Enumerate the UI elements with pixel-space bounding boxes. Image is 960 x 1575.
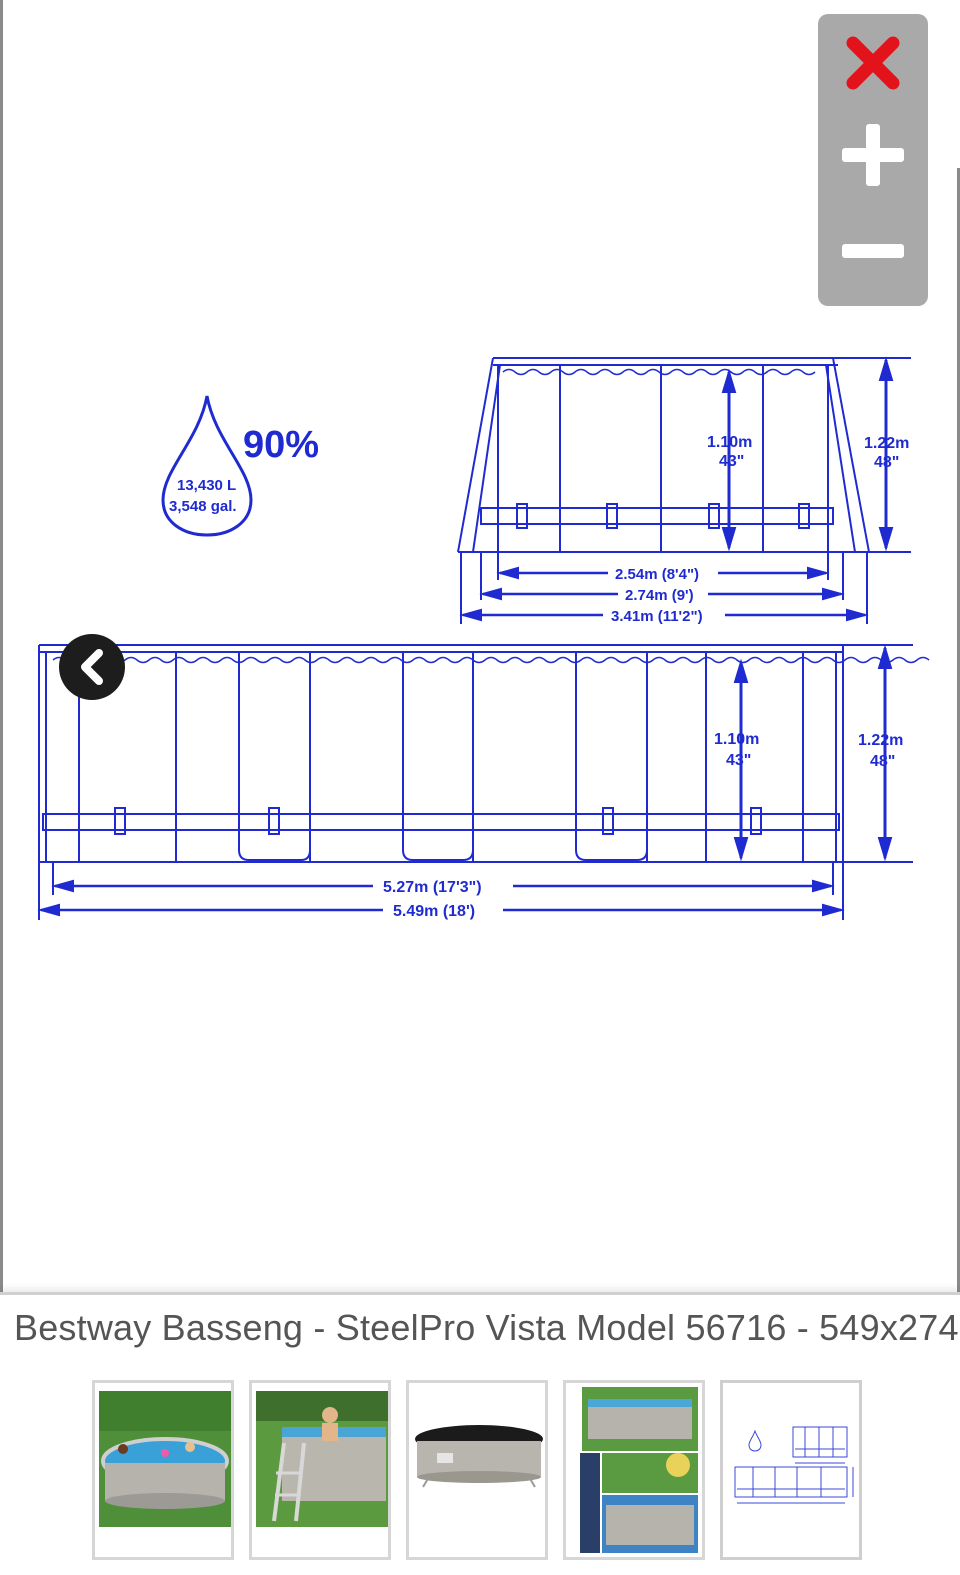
zoom-in-button[interactable]	[818, 110, 928, 200]
caption-bar	[0, 1292, 960, 1361]
pool-dimension-diagram	[3, 0, 953, 1295]
minus-icon	[840, 241, 906, 261]
thumbnail-3[interactable]	[406, 1380, 548, 1560]
chevron-left-icon	[77, 649, 107, 685]
fill-percent-label: 90%	[243, 424, 320, 466]
side-outer-height-m: 1.22m	[864, 435, 910, 452]
side-outer-height-in: 48"	[874, 454, 900, 471]
side-width-inner: 2.54m (8'4")	[615, 566, 700, 583]
side-inner-height-m: 1.10m	[707, 434, 753, 451]
volume-gallons: 3,548 gal.	[169, 498, 237, 515]
front-inner-height-in: 43"	[726, 752, 752, 769]
side-width-outer: 3.41m (11'2")	[611, 608, 703, 625]
thumbnail-1[interactable]	[92, 1380, 234, 1560]
front-inner-height-m: 1.10m	[714, 731, 760, 748]
product-title: Bestway Basseng - SteelPro Vista Model 56716 - 549x274	[14, 1307, 959, 1348]
plus-icon	[840, 122, 906, 188]
thumbnail-4[interactable]	[563, 1380, 705, 1560]
front-outer-height-in: 48"	[870, 753, 896, 770]
front-outer-height-m: 1.22m	[858, 732, 904, 749]
zoom-control-panel	[818, 14, 928, 306]
front-length-inner: 5.27m (17'3")	[383, 879, 482, 896]
thumbnail-2[interactable]	[249, 1380, 391, 1560]
previous-image-button[interactable]	[59, 634, 125, 700]
close-button[interactable]	[818, 18, 928, 108]
pool-cover-image	[409, 1383, 545, 1557]
volume-liters: 13,430 L	[177, 477, 237, 494]
pool-ladder-image	[252, 1383, 388, 1557]
side-inner-height-in: 43"	[719, 453, 745, 470]
pool-photo-image	[95, 1383, 231, 1557]
image-viewer[interactable]	[3, 0, 953, 1295]
side-width-mid: 2.74m (9')	[625, 587, 694, 604]
thumbnail-5[interactable]	[720, 1380, 862, 1560]
front-length-outer: 5.49m (18')	[393, 903, 476, 920]
dimension-diagram-thumbnail	[723, 1383, 859, 1557]
close-icon	[843, 33, 903, 93]
zoom-out-button[interactable]	[818, 206, 928, 296]
feature-collage-image	[566, 1383, 702, 1557]
